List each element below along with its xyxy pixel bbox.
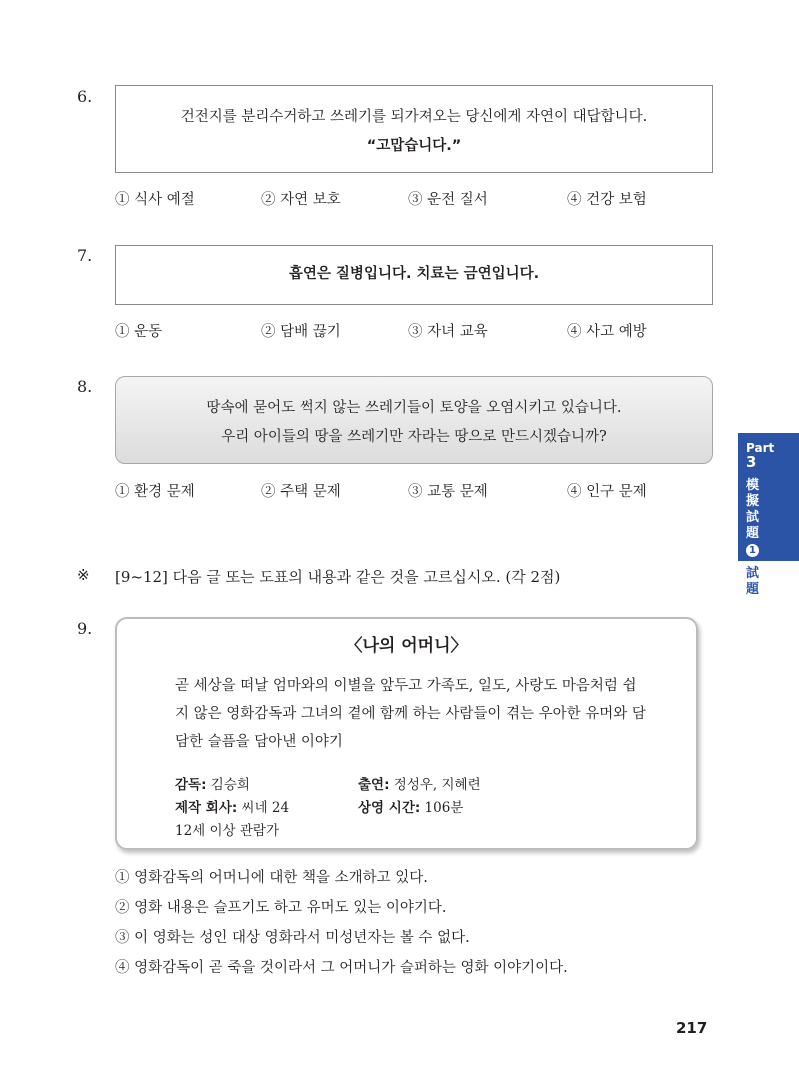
- question-8-options: [115, 480, 715, 502]
- option[interactable]: ② 주택 문제: [261, 484, 341, 500]
- part-label: Part: [746, 441, 775, 455]
- company-label: 제작 회사:: [175, 800, 238, 816]
- answer-option[interactable]: ④ 영화감독이 곧 죽을 것이라서 그 어머니가 슬퍼하는 영화 이야기이다.: [115, 960, 568, 976]
- runtime-label: 상영 시간:: [358, 800, 421, 816]
- part-side-tab: [738, 433, 799, 561]
- option[interactable]: ③ 교통 문제: [408, 484, 488, 500]
- director-value: 김승희: [206, 777, 250, 793]
- runtime-info: [358, 796, 463, 816]
- director-label: 감독:: [175, 777, 207, 793]
- part-number: 3: [746, 453, 757, 471]
- option[interactable]: ④ 사고 예방: [567, 324, 647, 340]
- answer-option[interactable]: ① 영화감독의 어머니에 대한 책을 소개하고 있다.: [115, 870, 428, 886]
- tab-kanji-title: [746, 478, 799, 558]
- question-6-line-2: “고맙습니다.”: [366, 138, 462, 154]
- cast-value: 정성우, 지혜련: [389, 777, 481, 793]
- synopsis-line: 담한 슬픔을 담아낸 이야기: [175, 734, 343, 750]
- option[interactable]: ① 식사 예절: [115, 192, 195, 208]
- question-9-number: 9.: [77, 619, 93, 638]
- answer-option[interactable]: ② 영화 내용은 슬프기도 하고 유머도 있는 이야기다.: [115, 900, 447, 916]
- question-8-line-1: 땅속에 묻어도 썩지 않는 쓰레기들이 토양을 오염시키고 있습니다.: [206, 400, 622, 416]
- company-value: 씨네 24: [237, 800, 290, 816]
- kanji-char: 試: [746, 566, 760, 581]
- option[interactable]: ③ 자녀 교육: [408, 324, 488, 340]
- director-info: [175, 773, 250, 793]
- question-8-number: 8.: [77, 377, 93, 396]
- cast-label: 출연:: [358, 777, 390, 793]
- question-7-line-1: 흡연은 질병입니다. 치료는 금연입니다.: [288, 266, 540, 282]
- movie-info-card: [115, 617, 698, 850]
- instruction-text: [9~12] 다음 글 또는 도표의 내용과 같은 것을 고르십시오. (각 2점): [115, 568, 561, 586]
- movie-synopsis: [175, 672, 645, 756]
- question-6-options: [115, 188, 715, 210]
- kanji-char: 試: [746, 510, 760, 525]
- tab-trailing-text: [746, 566, 759, 598]
- question-6-number: 6.: [77, 87, 93, 106]
- option[interactable]: ④ 건강 보험: [567, 192, 647, 208]
- kanji-char: 題: [746, 582, 760, 597]
- question-8-line-2: 우리 아이들의 땅을 쓰레기만 자라는 땅으로 만드시겠습니까?: [221, 429, 607, 445]
- kanji-char: 擬: [746, 494, 760, 509]
- option[interactable]: ② 자연 보호: [261, 192, 341, 208]
- question-6-line-1: 건전지를 분리수거하고 쓰레기를 되가져오는 당신에게 자연이 대답합니다.: [180, 109, 648, 125]
- kanji-char: 模: [746, 478, 760, 493]
- runtime-value: 106분: [420, 800, 464, 816]
- option[interactable]: ① 환경 문제: [115, 484, 195, 500]
- circled-number-badge: 1: [746, 544, 759, 557]
- rating-info: 12세 이상 관람가: [175, 823, 280, 839]
- synopsis-line: 곧 세상을 떠날 엄마와의 이별을 앞두고 가족도, 일도, 사랑도 마음처럼 쉽: [175, 678, 637, 694]
- option[interactable]: ③ 운전 질서: [408, 192, 488, 208]
- option[interactable]: ④ 인구 문제: [567, 484, 647, 500]
- page-number: 217: [676, 1019, 708, 1037]
- option[interactable]: ① 운동: [115, 324, 163, 340]
- question-6-box: [115, 85, 713, 173]
- question-8-box: [115, 376, 713, 464]
- instruction-mark: ※: [77, 566, 90, 584]
- question-7-options: [115, 320, 715, 342]
- question-7-number: 7.: [77, 246, 93, 265]
- kanji-char: 題: [746, 526, 760, 541]
- cast-info: [358, 773, 481, 793]
- option[interactable]: ② 담배 끊기: [261, 324, 341, 340]
- movie-title: 〈나의 어머니〉: [345, 636, 468, 656]
- company-info: [175, 796, 289, 816]
- question-7-box: [115, 245, 713, 305]
- synopsis-line: 지 않은 영화감독과 그녀의 곁에 함께 하는 사람들이 겪는 우아한 유머와 담: [175, 706, 646, 722]
- answer-option[interactable]: ③ 이 영화는 성인 대상 영화라서 미성년자는 볼 수 없다.: [115, 930, 470, 946]
